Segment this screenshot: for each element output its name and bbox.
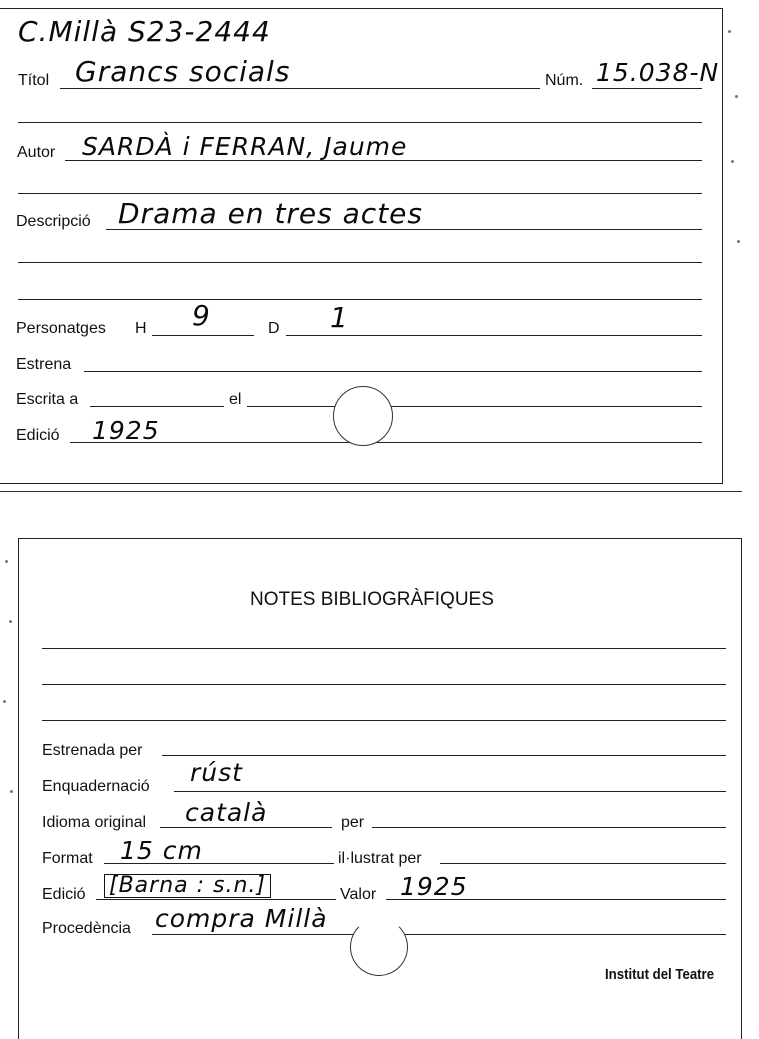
characters-label: Personatges xyxy=(16,320,106,337)
translated-by-label: per xyxy=(341,814,365,831)
bottom-edition-value: [Barna : s.n.] xyxy=(104,874,271,898)
language-rule xyxy=(160,827,332,828)
men-value: 9 xyxy=(192,299,211,332)
written-date-rule xyxy=(247,406,702,407)
punch-hole-stamp-top xyxy=(333,386,393,446)
illustrated-by-rule xyxy=(440,863,726,864)
women-rule xyxy=(286,335,702,336)
description-value: Drama en tres actes xyxy=(118,197,423,230)
notes-rule-3 xyxy=(42,720,726,721)
description-rule-3 xyxy=(18,299,702,300)
description-rule-2 xyxy=(18,262,702,263)
scan-speckle xyxy=(10,790,13,793)
scan-speckle xyxy=(5,560,8,563)
format-value: 15 cm xyxy=(120,836,203,865)
scan-speckle xyxy=(731,160,734,163)
scan-speckle xyxy=(9,620,12,623)
language-value: català xyxy=(185,798,268,827)
scan-speckle xyxy=(737,240,740,243)
provenance-value: compra Millà xyxy=(155,904,328,933)
edition-value: 1925 xyxy=(92,416,160,445)
illustrated-by-label: il·lustrat per xyxy=(338,850,422,867)
provenance-label: Procedència xyxy=(42,920,131,937)
written-label: Escrita a xyxy=(16,391,79,408)
men-label: H xyxy=(135,320,147,337)
scan-speckle xyxy=(728,30,731,33)
notes-rule-2 xyxy=(42,684,726,685)
number-rule xyxy=(592,88,702,89)
language-label: Idioma original xyxy=(42,814,147,831)
binding-rule xyxy=(174,791,726,792)
notes-rule-1 xyxy=(42,648,726,649)
number-value: 15.038-N xyxy=(596,58,720,87)
card-separator xyxy=(0,491,742,492)
description-label: Descripció xyxy=(16,213,91,230)
number-label: Núm. xyxy=(545,72,584,89)
title-continuation-rule xyxy=(18,122,702,123)
value-value: 1925 xyxy=(400,872,468,901)
author-label: Autor xyxy=(17,144,56,161)
author-value: SARDÀ i FERRAN, Jaume xyxy=(82,132,408,161)
scan-speckle xyxy=(735,95,738,98)
edition-label: Edició xyxy=(16,427,60,444)
author-continuation-rule xyxy=(18,193,702,194)
binding-value: rúst xyxy=(190,758,243,787)
title-value: Grancs socials xyxy=(75,55,291,88)
bottom-edition-rule xyxy=(96,899,336,900)
women-value: 1 xyxy=(330,301,349,334)
premiered-by-rule xyxy=(162,755,726,756)
men-rule xyxy=(152,335,254,336)
premiered-by-label: Estrenada per xyxy=(42,742,143,759)
written-date-label: el xyxy=(229,391,242,408)
women-label: D xyxy=(268,320,280,337)
call-number: C.Millà S23-2444 xyxy=(18,15,271,48)
provenance-rule xyxy=(152,934,726,935)
edition-rule xyxy=(70,442,702,443)
premiere-label: Estrena xyxy=(16,356,72,373)
premiere-rule xyxy=(84,371,702,372)
bottom-edition-label: Edició xyxy=(42,886,86,903)
punch-hole-stamp-bottom xyxy=(350,918,408,976)
value-label: Valor xyxy=(340,886,377,903)
title-rule xyxy=(60,88,540,89)
scan-speckle xyxy=(3,700,6,703)
format-label: Format xyxy=(42,850,93,867)
binding-label: Enquadernació xyxy=(42,778,150,795)
translated-by-rule xyxy=(372,827,726,828)
institution-footer: Institut del Teatre xyxy=(605,966,715,983)
title-label: Títol xyxy=(18,72,50,89)
written-place-rule xyxy=(90,406,224,407)
